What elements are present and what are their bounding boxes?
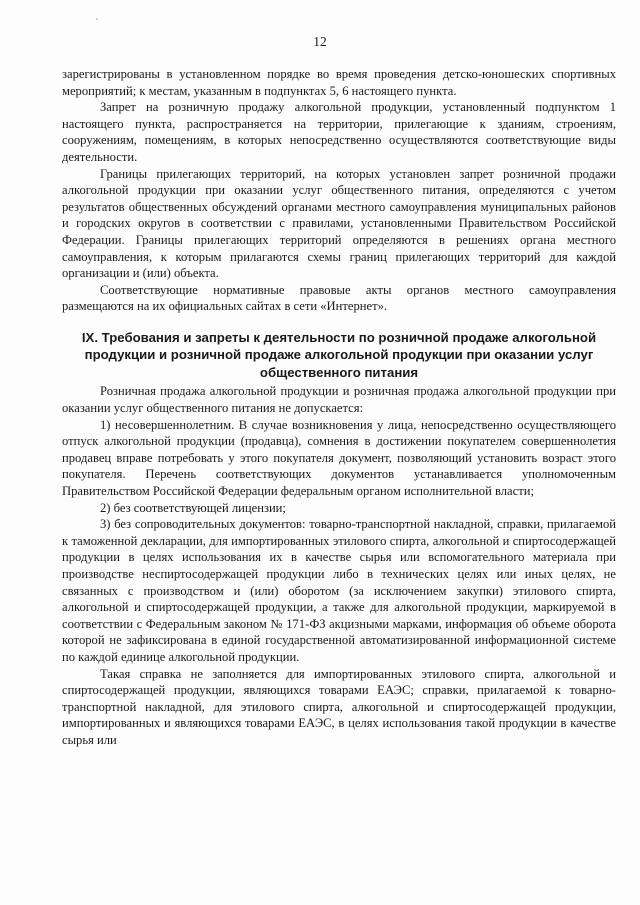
paragraph: Розничная продажа алкогольной продукции и розничная продажа алкогольной продукции при оказании услуг общественного питания не допускается: [62, 384, 616, 415]
paragraph: Границы прилегающих территорий, на которых установлен запрет розничной продажи алкогольной продукции при оказании услуг общественного питания, определяются с учетом результатов общественных обсуждений органами местного самоуправления муниципальных районов и городских округов в соответствии с правилами, установленными Правительством Российской Федерации. Границы прилегающих территорий определяются в решениях органа местного самоуправления, к которым прилагаются схемы границ прилегающих территорий для каждой организации и (или) объекта. [62, 166, 616, 281]
list-item: 3) без сопроводительных документов: товарно-транспортной накладной, справки, прилагаемой к таможенной декларации, для импортированных этилового спирта, алкогольной и спиртосодержащей продукции в целях использования их в качестве сырья или вспомогательного материала при производстве неспиртосодержащей продукции либо в технических целях или иных целях, не связанных с производством и (или) оборотом (за исключением закупки) этилового спирта, алкогольной и спиртосодержащей продукции, а также для алкогольной продукции, маркируемой в соответствии с Федеральным законом № 171-ФЗ акцизными марками, информация об объеме оборота которой не зафиксирована в единой государственной автоматизированной информационной системе по каждой единице алкогольной продукции. [62, 517, 616, 664]
list-item: 1) несовершеннолетним. В случае возникновения у лица, непосредственно осуществляющего отпуск алкогольной продукции (продавца), сомнения в достижении покупателем совершеннолетия продавец вправе потребовать у этого покупателя документ, позволяющий установить возраст этого покупателя. Перечень соответствующих документов устанавливается уполномоченным Правительством Российской Федерации федеральным органом исполнительной власти; [62, 417, 616, 498]
scan-speck [96, 18, 98, 20]
paragraph: Соответствующие нормативные правовые акты органов местного самоуправления размещаются на их официальных сайтах в сети «Интернет». [62, 282, 616, 314]
paragraph: Запрет на розничную продажу алкогольной продукции, установленный подпунктом 1 настоящего пункта, распространяется на территории, прилегающие к зданиям, строениям, сооружениям, помещениям, в которых непосредственно осуществляются соответствующие виды деятельности. [62, 100, 616, 164]
section-heading: IX. Требования и запреты к деятельности по розничной продаже алкогольной продукции и розничной продаже алкогольной продукции при оказании услуг общественного питания [81, 329, 597, 380]
paragraph: зарегистрированы в установленном порядке во время проведения детско-юношеских спортивных мероприятий; к местам, указанным в подпунктах 5, 6 настоящего пункта. [62, 67, 616, 98]
list-item: 2) без соответствующей лицензии; [100, 500, 286, 515]
page-number: 12 [313, 34, 327, 49]
document-body [62, 66, 616, 748]
paragraph: Такая справка не заполняется для импортированных этилового спирта, алкогольной и спиртосодержащей продукции, являющихся товарами ЕАЭС; справки, прилагаемой к товарно-транспортной накладной, для этилового спирта, алкогольной и спиртосодержащей продукции, импортированных и являющихся товарами ЕАЭС, в целях использования такой продукции в качестве сырья или [62, 666, 616, 747]
